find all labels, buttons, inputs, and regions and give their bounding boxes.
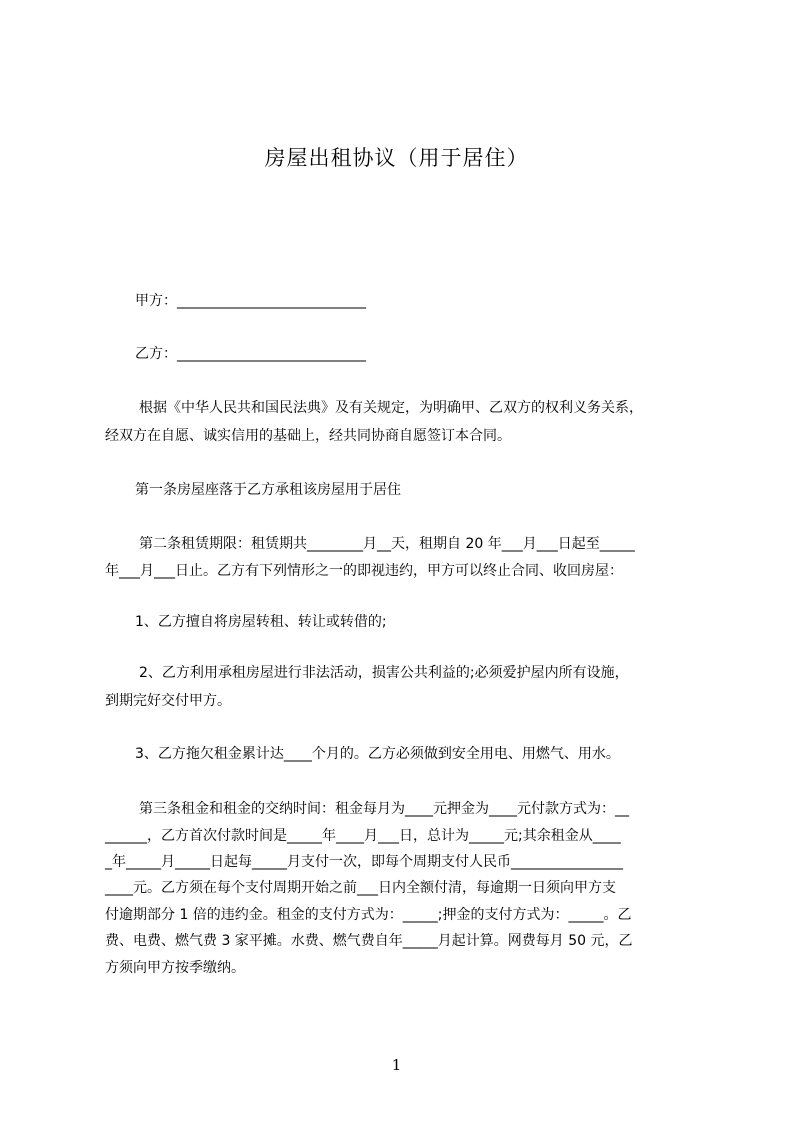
intro-line-1: 根据《中华人民共和国民法典》及有关规定，为明确甲、乙双方的权利义务关系， [139,400,643,416]
party-b-line: 乙方：___________________________ [135,346,366,362]
article-2-line-2: 年___月___日止。乙方有下列情形之一的即视违约，甲方可以终止合同、收回房屋： [105,563,623,579]
article-3-line-3: _年_____月_____日起每_____月支付一次，即每个周期支付人民币________________ [105,854,623,870]
party-a-line: 甲方：___________________________ [135,293,366,309]
article-3-line-6: 费、电费、燃气费 3 家平摊。水费、燃气费自年_____月起计算。网费每月 50 元，乙 [105,933,633,949]
article-2-line-1: 第二条租赁期限：租赁期共________月__天，租期自 20 年___月___日起至_____ [139,536,635,552]
article-3-line-1: 第三条租金和租金的交纳时间：租金每月为____元押金为____元付款方式为：__ [139,801,629,817]
article-3-line-2: ______，乙方首次付款时间是_____年____月___日，总计为_____元;其余租金从____ [105,828,621,844]
article-3-line-5: 付逾期部分 1 倍的违约金。租金的支付方式为：_____;押金的支付方式为：_____。乙 [105,907,632,923]
clause-2-line-2: 到期完好交付甲方。 [105,693,231,709]
page-number: 1 [391,1056,402,1074]
clause-2-line-1: 2、乙方利用承租房屋进行非法活动，损害公共利益的;必须爱护屋内所有设施， [139,665,629,681]
clause-3: 3、乙方拖欠租金累计达____个月的。乙方必须做到安全用电、用燃气、用水。 [135,746,620,762]
article-1: 第一条房屋座落于乙方承租该房屋用于居住 [135,482,401,498]
intro-line-2: 经双方在自愿、诚实信用的基础上，经共同协商自愿签订本合同。 [105,428,511,444]
document-title: 房屋出租协议（用于居住） [264,146,529,170]
article-3-line-7: 方须向甲方按季缴纳。 [105,960,245,976]
article-3-line-4: ____元。乙方须在每个支付周期开始之前___日内全额付清，每逾期一日须向甲方支 [105,880,616,896]
clause-1: 1、乙方擅自将房屋转租、转让或转借的; [135,614,387,630]
